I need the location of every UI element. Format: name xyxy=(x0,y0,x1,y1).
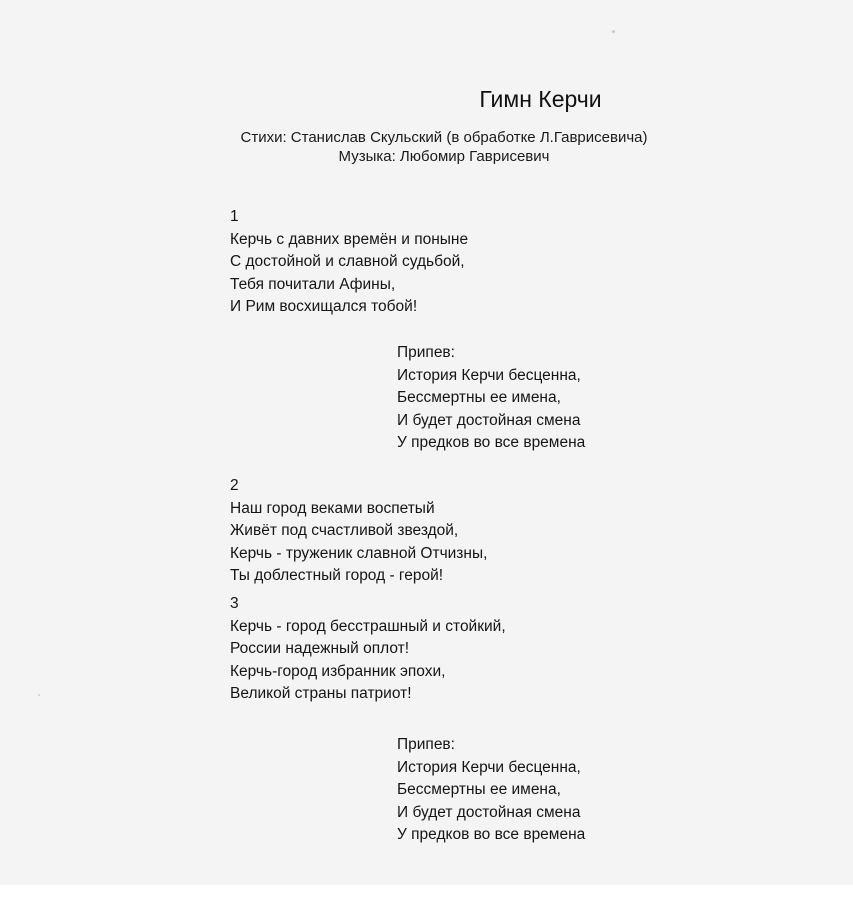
chorus-line: Бессмертны ее имена, xyxy=(397,781,561,798)
verse-number: 2 xyxy=(230,477,239,494)
chorus-line: Бессмертны ее имена, xyxy=(397,389,561,406)
scan-speck xyxy=(612,30,615,33)
verse-line: Керчь - труженик славной Отчизны, xyxy=(230,544,488,562)
scan-speck xyxy=(38,694,40,696)
chorus-line: И будет достойная смена xyxy=(397,803,581,821)
chorus-2 xyxy=(397,734,585,847)
chorus-line: История Керчи бесценна, xyxy=(397,366,581,384)
verse-line: Наш город веками воспетый xyxy=(230,499,435,517)
chorus-line: И будет достойная смена xyxy=(397,411,581,429)
document-title: Гимн Керчи xyxy=(479,86,602,112)
verse-line: Ты доблестный город - герой! xyxy=(230,567,444,584)
verse-line: С достойной и славной судьбой, xyxy=(230,253,465,270)
verse-line: Керчь с давних времён и поныне xyxy=(230,230,469,248)
verse-line: И Рим восхищался тобой! xyxy=(230,298,418,315)
chorus-1 xyxy=(397,342,585,455)
verse-line: Тебя почитали Афины, xyxy=(230,275,396,293)
lyrics-credit: Стихи: Станислав Скульский (в обработке Л.Гаврисевича) xyxy=(240,129,648,146)
verse-line: Живёт под счастливой звездой, xyxy=(230,522,459,539)
chorus-line: У предков во все времена xyxy=(397,826,586,843)
verse-number: 1 xyxy=(230,208,239,225)
verse-number: 3 xyxy=(230,595,239,612)
chorus-label: Припев: xyxy=(397,344,455,361)
verse-2 xyxy=(230,475,487,588)
verse-line: России надежный оплот! xyxy=(230,640,410,657)
music-credit: Музыка: Любомир Гаврисевич xyxy=(338,148,550,165)
bottom-margin xyxy=(0,885,853,901)
verse-line: Великой страны патриот! xyxy=(230,685,412,702)
verse-line: Керчь - город бесстрашный и стойкий, xyxy=(230,617,506,635)
verse-1 xyxy=(230,206,468,319)
credits xyxy=(0,128,853,166)
chorus-line: У предков во все времена xyxy=(397,434,586,451)
verse-line: Керчь-город избранник эпохи, xyxy=(230,662,446,680)
verse-3 xyxy=(230,593,506,706)
chorus-label: Припев: xyxy=(397,736,455,753)
chorus-line: История Керчи бесценна, xyxy=(397,758,581,776)
